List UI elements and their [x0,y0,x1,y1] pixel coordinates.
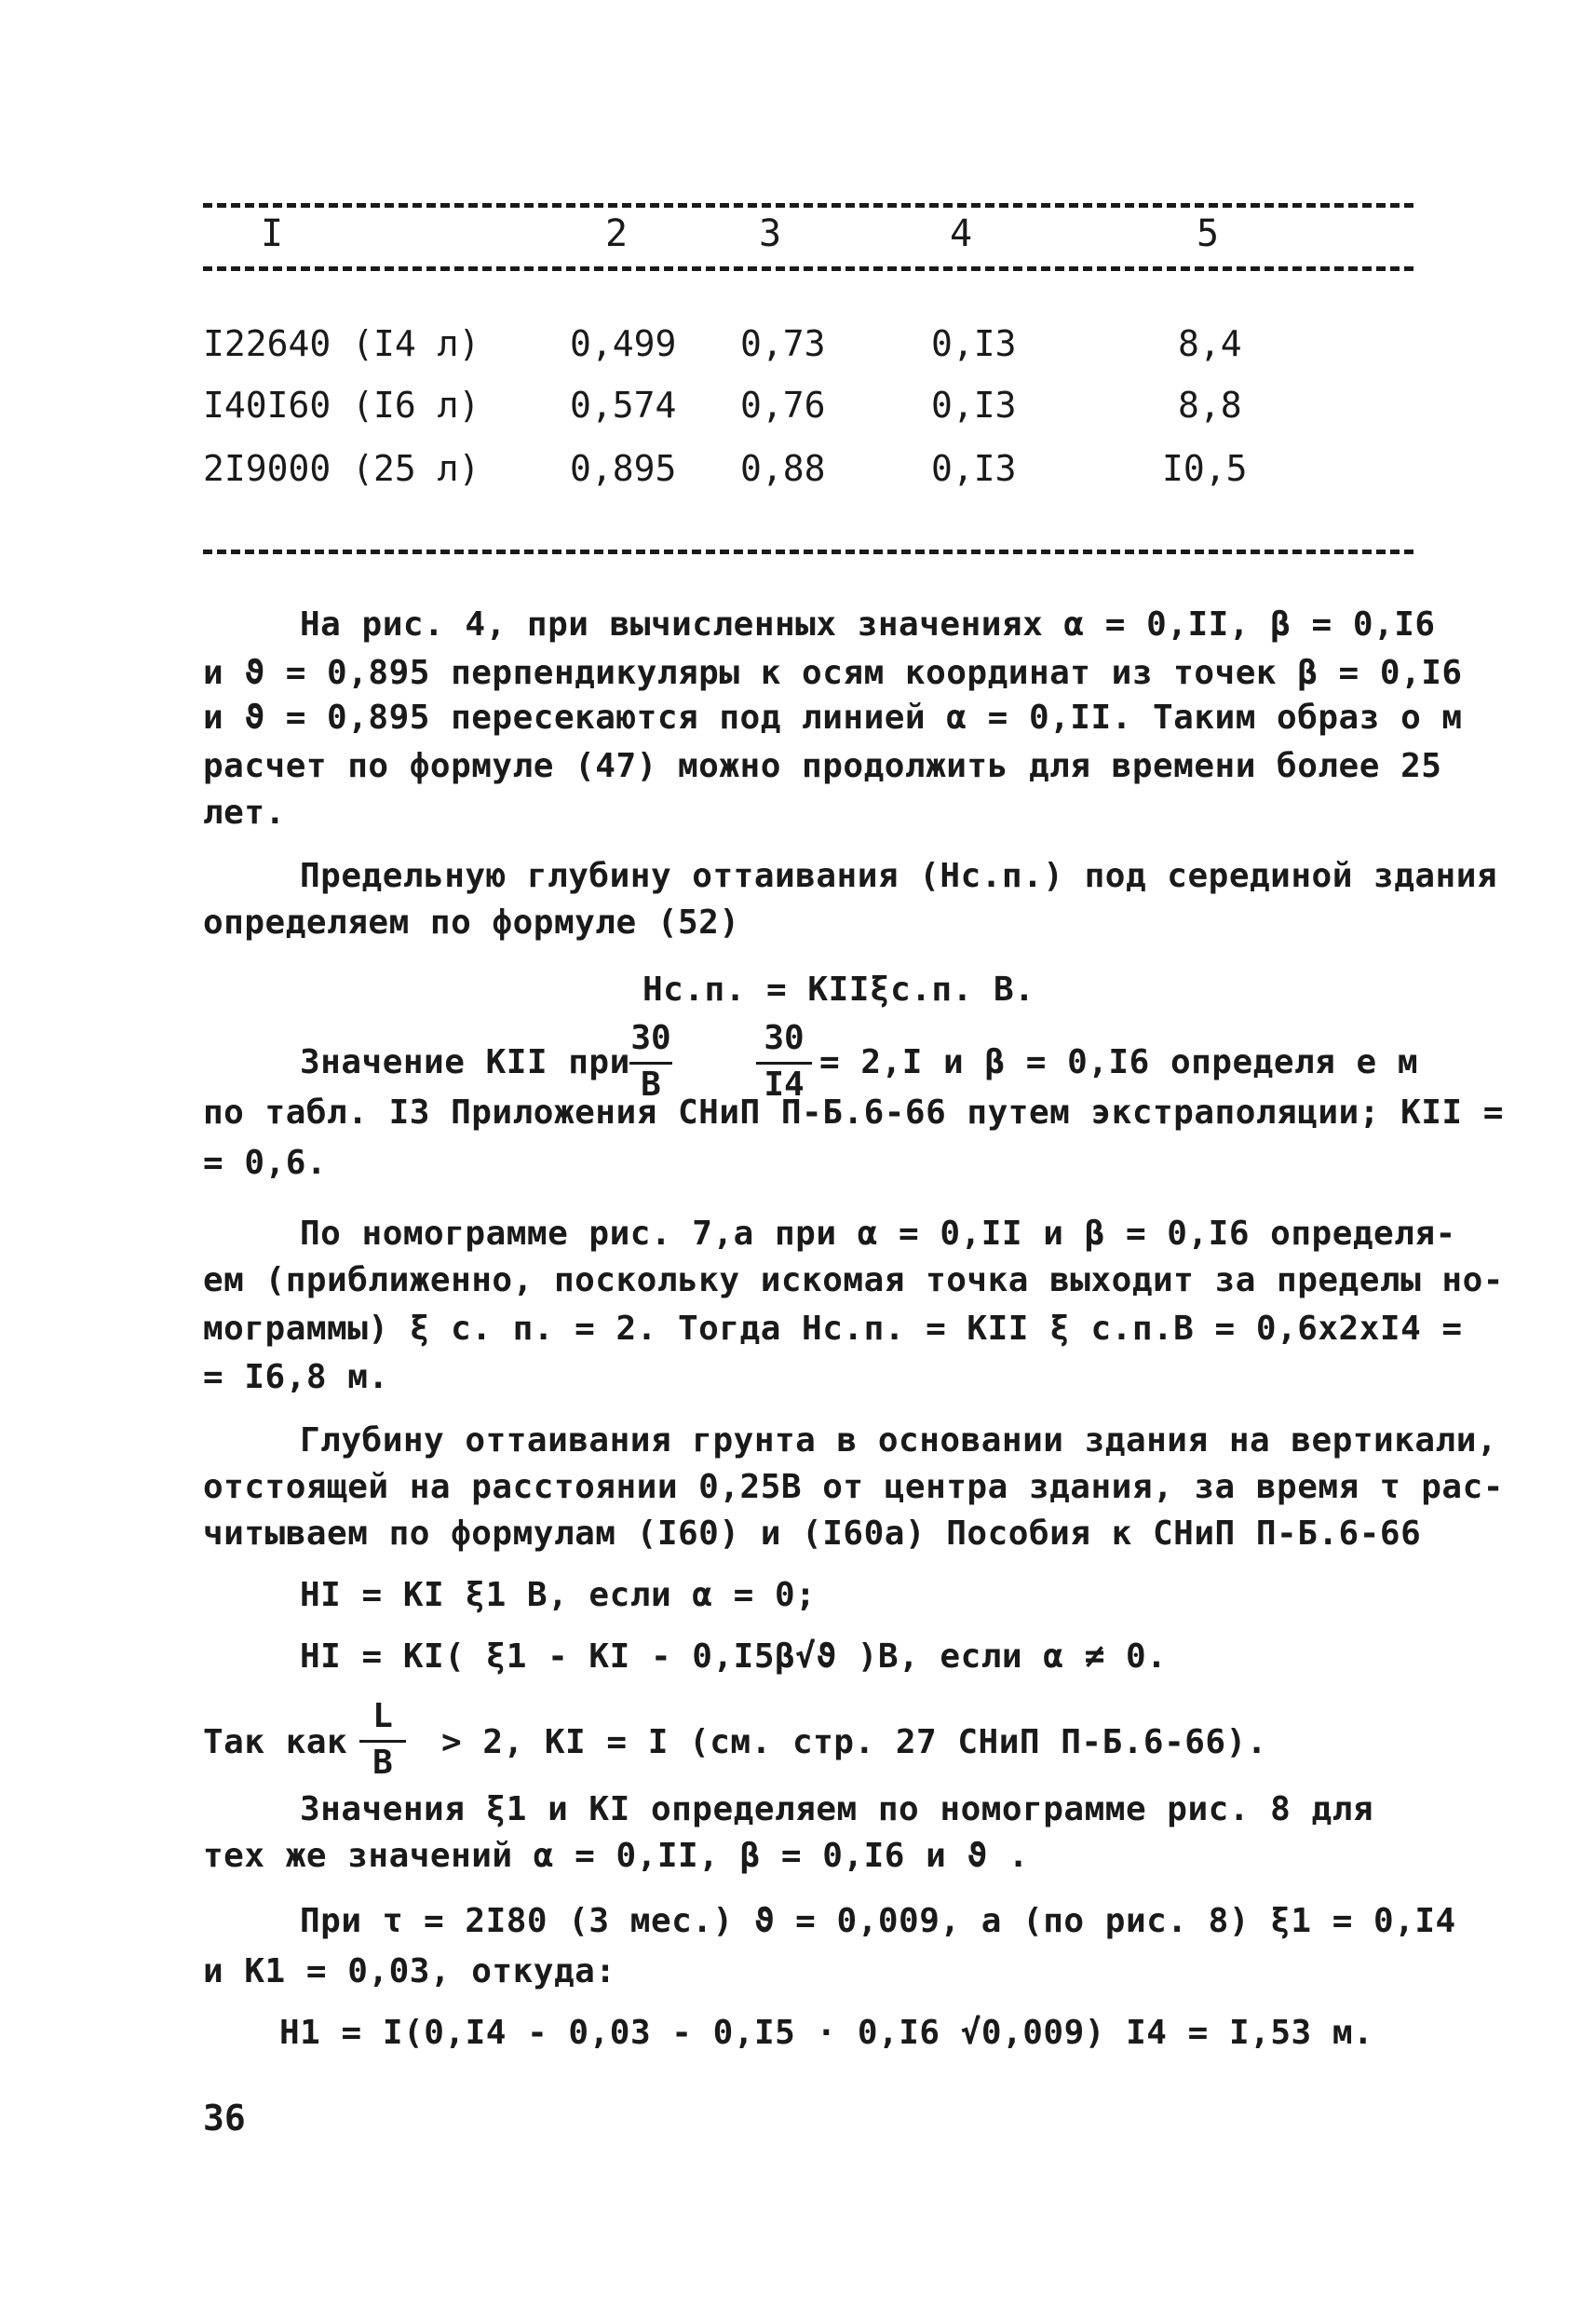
table-cell: I22640 (I4 л) [203,323,480,364]
text-line: расчет по формуле (47) можно продолжить для времени более 25 [203,747,1442,785]
table-cell: 0,88 [740,448,826,489]
text-line: лет. [203,794,286,832]
text-line: При τ = 2I80 (3 мес.) ϑ = 0,009, а (по рис. 8) ξ1 = 0,I4 [300,1902,1456,1940]
formula-h-sp: Hс.п. = KIIξс.п. B. [642,971,1035,1009]
text-line: и ϑ = 0,895 перпендикуляры к осям координат из точек β = 0,I6 [203,654,1463,692]
table-cell: 0,76 [740,385,826,426]
table-rule-header [203,266,1413,271]
table-cell: 0,499 [570,323,677,364]
text-line: Так как [203,1723,348,1761]
fraction-numerator: 30 [630,1019,671,1057]
text-line: Значения ξ1 и KI определяем по номограмме рис. 8 для [300,1790,1374,1828]
text-line: мограммы) ξ с. п. = 2. Тогда Hс.п. = KII ξ с.п.B = 0,6x2xI4 = [203,1310,1463,1348]
fraction-denominator: B [641,1066,661,1104]
table-cell: 0,574 [570,385,677,426]
table-header-3: 3 [759,212,782,255]
fraction-bar [359,1740,406,1743]
text-line: ем (приближенно, поскольку искомая точка выходит за пределы но- [203,1261,1504,1299]
formula-h1-alpha-zero: HI = KI ξ1 B, если α = 0; [300,1576,817,1614]
table-cell: 8,4 [1178,323,1242,364]
fraction-denominator: B [372,1744,393,1782]
fraction-bar [756,1062,812,1065]
formula-h1-result: H1 = I(0,I4 - 0,03 - 0,I5 · 0,I6 √0,009) I4 = I,53 м. [279,2014,1374,2052]
table-rule-top [203,203,1413,208]
table-header-4: 4 [950,212,973,255]
text-line: = 2,I и β = 0,I6 определя е м [819,1043,1419,1081]
text-line: На рис. 4, при вычисленных значениях α = 0,II, β = 0,I6 [300,605,1436,644]
text-line: > 2, KI = I (см. стр. 27 СНиП П-Б.6-66). [441,1723,1267,1761]
fraction-bar [629,1062,672,1065]
text-line: тех же значений α = 0,II, β = 0,I6 и ϑ . [203,1837,1029,1875]
text-line: определяем по формуле (52) [203,903,740,942]
table-cell: I40I60 (I6 л) [203,385,480,426]
table-header-2: 2 [605,212,629,255]
text-line: Значение KII при [300,1043,630,1081]
table-cell: 0,895 [570,448,677,489]
table-cell: 8,8 [1178,385,1242,426]
fraction-numerator: L [372,1697,393,1735]
text-line: По номограмме рис. 7,а при α = 0,II и β = 0,I6 определя- [300,1215,1456,1253]
table-cell: 0,I3 [931,323,1017,364]
table-cell: 0,73 [740,323,826,364]
text-line: Предельную глубину оттаивания (Hс.п.) под серединой здания [300,857,1498,895]
text-line: по табл. I3 Приложения СНиП П-Б.6-66 путем экстраполяции; KII = [203,1093,1504,1132]
table-cell: 0,I3 [931,448,1017,489]
text-line: = 0,6. [203,1144,328,1182]
text-line: и ϑ = 0,895 пересекаются под линией α = 0,II. Таким образ о м [203,699,1463,737]
table-cell: I0,5 [1162,448,1248,489]
table-rule-bottom [203,550,1413,554]
text-line: отстоящей на расстоянии 0,25B от центра здания, за время τ рас- [203,1468,1504,1506]
fraction-denominator: I4 [764,1066,805,1104]
fraction-numerator: 30 [764,1019,805,1057]
table-header-5: 5 [1197,212,1220,255]
formula-h1-alpha-nonzero: HI = KI( ξ1 - KI - 0,I5β√ϑ )B, если α ≠ 0. [300,1637,1168,1676]
text-line: читываем по формулам (I60) и (I60а) Пособия к СНиП П-Б.6-66 [203,1514,1422,1553]
text-line: = I6,8 м. [203,1358,389,1396]
table-header-1: I [261,212,284,255]
page-number: 36 [203,2098,246,2139]
table-cell: 0,I3 [931,385,1017,426]
text-line: Глубину оттаивания грунта в основании здания на вертикали, [300,1421,1498,1460]
table-cell: 2I9000 (25 л) [203,448,480,489]
text-line: и K1 = 0,03, откуда: [203,1952,616,1990]
